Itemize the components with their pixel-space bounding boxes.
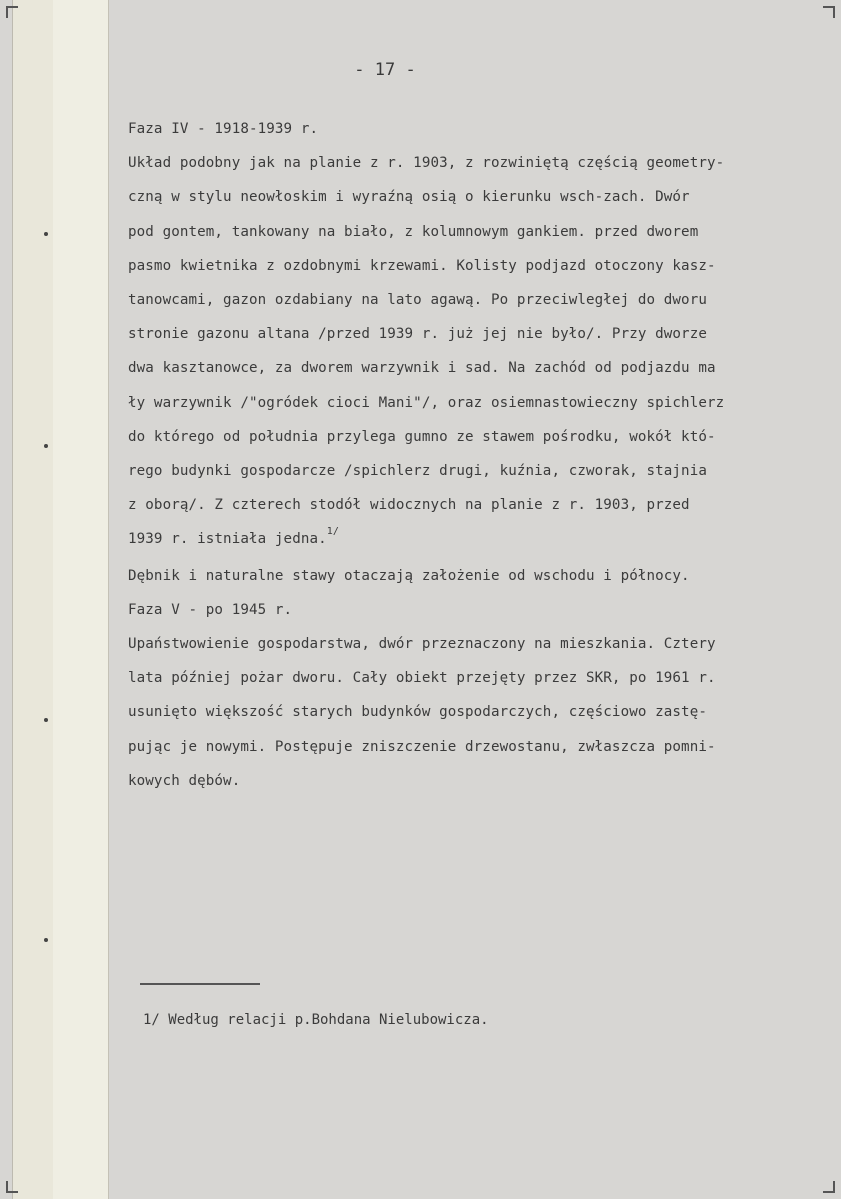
crop-mark <box>6 6 18 18</box>
footnote-divider <box>140 983 260 985</box>
text-line: Upaństwowienie gospodarstwa, dwór przeznaczony na mieszkania. Cztery <box>128 636 716 653</box>
crop-mark <box>823 6 835 18</box>
text-line-with-footnote <box>128 522 828 558</box>
text-line: usunięto większość starych budynków gospodarczych, częściowo zastę- <box>128 704 707 721</box>
text-line: Dębnik i naturalne stawy otaczają założenie od wschodu i północy. <box>128 567 690 584</box>
punch-hole <box>44 938 48 942</box>
text-line: z oborą/. Z czterech stodół widocznych na planie z r. 1903, przed <box>128 497 690 514</box>
text-line: 1939 r. istniała jedna. <box>128 531 327 548</box>
text-line: do którego od południa przylega gumno ze stawem pośrodku, wokół któ- <box>128 428 716 445</box>
text-line: pasmo kwietnika z ozdobnymi krzewami. Kolisty podjazd otoczony kasz- <box>128 257 716 274</box>
filing-strip <box>12 0 109 1199</box>
page-number: - 17 - <box>354 60 416 80</box>
text-line: kowych dębów. <box>128 772 241 789</box>
heading-phase-v: Faza V - po 1945 r. <box>128 601 293 618</box>
text-line: stronie gazonu altana /przed 1939 r. już jej nie było/. Przy dworze <box>128 326 707 343</box>
punch-hole <box>44 718 48 722</box>
filing-strip-inner <box>53 0 108 1199</box>
body-text <box>128 112 828 798</box>
text-line: Układ podobny jak na planie z r. 1903, z rozwiniętą częścią geometry- <box>128 155 725 172</box>
footnote-marker: 1/ <box>326 526 340 538</box>
heading-phase-iv: Faza IV - 1918-1939 r. <box>128 121 319 137</box>
crop-mark <box>823 1181 835 1193</box>
text-line: rego budynki gospodarcze /spichlerz drugi, kuźnia, czworak, stajnia <box>128 463 707 480</box>
text-line: lata później pożar dworu. Cały obiekt przejęty przez SKR, po 1961 r. <box>128 670 716 687</box>
text-line: pod gontem, tankowany na biało, z kolumnowym gankiem. przed dworem <box>128 223 699 240</box>
text-line: czną w stylu neowłoskim i wyraźną osią o kierunku wsch-zach. Dwór <box>128 189 690 206</box>
text-line: tanowcami, gazon ozdabiany na lato agawą. Po przeciwległej do dworu <box>128 292 707 309</box>
text-line: pując je nowymi. Postępuje zniszczenie drzewostanu, zwłaszcza pomni- <box>128 738 716 755</box>
punch-hole <box>44 444 48 448</box>
footnote: 1/ Według relacji p.Bohdana Nielubowicza. <box>143 1012 489 1028</box>
text-line: ły warzywnik /"ogródek cioci Mani"/, oraz osiemnastowieczny spichlerz <box>128 394 725 411</box>
text-line: dwa kasztanowce, za dworem warzywnik i sad. Na zachód od podjazdu ma <box>128 360 716 377</box>
punch-hole <box>44 232 48 236</box>
crop-mark <box>6 1181 18 1193</box>
